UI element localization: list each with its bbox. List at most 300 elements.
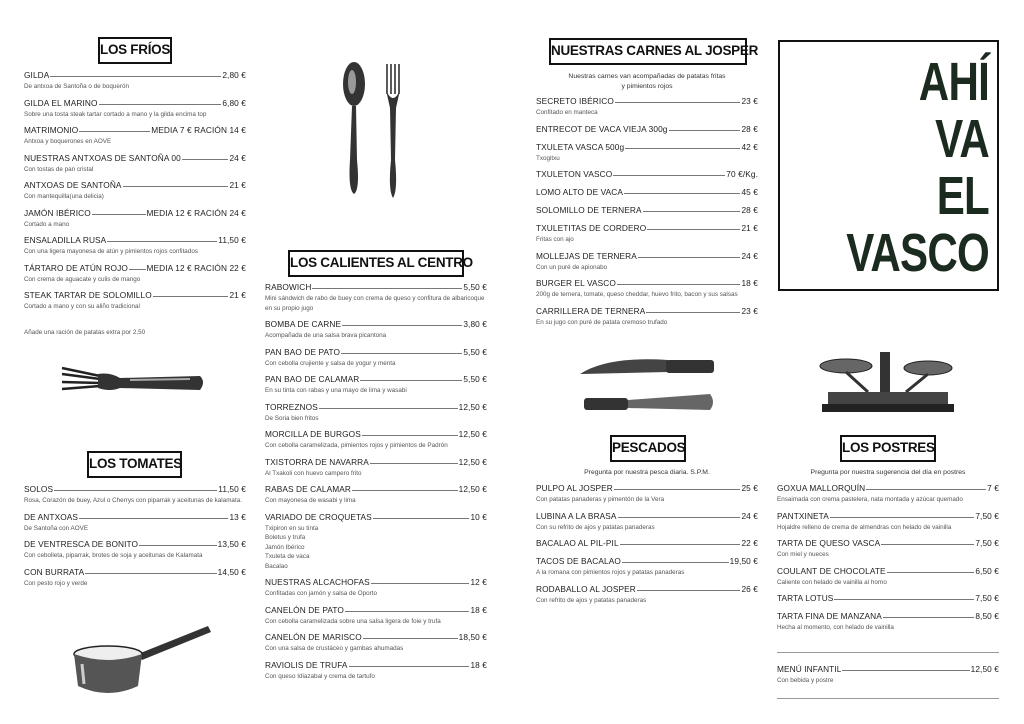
- menu-item-row: [265, 512, 487, 524]
- dotted-leader: [637, 590, 741, 591]
- dotted-leader: [139, 545, 217, 546]
- menu-item: [24, 70, 246, 98]
- dotted-leader: [370, 463, 458, 464]
- menu-item-price: 5,50 €: [463, 374, 487, 384]
- menu-item-name: LUBINA A LA BRASA: [536, 510, 617, 521]
- menu-item-description: Con queso Idiazabal y crema de tartufo: [265, 672, 375, 680]
- postres-list: [777, 483, 999, 639]
- menu-item-name: ENTRECOT DE VACA VIEJA 300g: [536, 123, 668, 134]
- menu-item-name: DE VENTRESCA DE BONITO: [24, 539, 139, 549]
- saucepan-illustration: [68, 620, 213, 698]
- menu-item-description: Con cebolla crujiente y salsa de yogur y menta: [265, 359, 396, 367]
- menu-item-name: TÁRTARO DE ATÚN ROJO: [24, 262, 128, 273]
- menu-item-row: [265, 660, 487, 672]
- menu-item-description: Fritas con ajo: [536, 236, 574, 243]
- menu-item: [24, 512, 246, 540]
- menu-item-price: MEDIA 12 € RACIÓN 24 €: [146, 207, 246, 218]
- menu-item: [536, 96, 758, 124]
- dotted-leader: [153, 296, 229, 297]
- dotted-leader: [341, 353, 462, 354]
- menu-item-row: [777, 593, 999, 605]
- menu-item-row: [265, 632, 487, 644]
- postres-subtitle: Pregunta por nuestra sugerencia del día en postres: [810, 469, 966, 476]
- menu-item-name: PAN BAO DE PATO: [265, 346, 341, 357]
- menu-item-price: 12,50 €: [970, 664, 999, 674]
- dotted-leader: [618, 517, 741, 518]
- menu-item-row: [536, 584, 758, 596]
- dotted-leader: [319, 408, 458, 409]
- menu-item-description: Txogitxu: [536, 154, 560, 162]
- dotted-leader: [312, 288, 462, 289]
- knives-illustration: [578, 352, 718, 414]
- menu-item-price: 42 €: [741, 141, 758, 152]
- menu-item: [24, 125, 246, 153]
- section-header-tomates: LOS TOMATES: [87, 451, 182, 478]
- menu-item-description: Hojaldre relleno de crema de almendras con helado de vainilla: [777, 523, 952, 531]
- menu-item-name: CANELÓN DE MARISCO: [265, 632, 362, 642]
- menu-item-row: [536, 187, 758, 199]
- menu-item-price: 8,50 €: [975, 611, 999, 621]
- menu-item-price: MEDIA 7 € RACIÓN 14 €: [151, 125, 246, 135]
- menu-item: [265, 347, 487, 375]
- menu-item-name: ANTXOAS DE SANTOÑA: [24, 180, 122, 190]
- menu-item-price: 28 €: [741, 123, 758, 134]
- dotted-leader: [620, 544, 741, 545]
- menu-item-price: 11,50 €: [218, 484, 246, 494]
- menu-item-row: [536, 278, 758, 290]
- pescados-list: [536, 483, 758, 611]
- menu-item-price: 7,50 €: [975, 538, 999, 548]
- menu-item-row: [265, 374, 487, 386]
- menu-item-name: DE ANTXOAS: [24, 511, 79, 522]
- section-header-postres: LOS POSTRES: [840, 435, 936, 462]
- menu-item-description: Con mantequilla(una delicia): [24, 193, 104, 200]
- menu-item-name: STEAK TARTAR DE SOLOMILLO: [24, 290, 152, 300]
- menu-item-description: Caliente con helado de vainilla al horno: [777, 578, 887, 586]
- menu-item: [265, 374, 487, 402]
- menu-item-description: Rosa, Corazón de buey, Azul o Cherrys con piparrak y aceitunas de kalamata.: [24, 497, 242, 504]
- menu-item-description: Con una salsa de crustáceo y gambas ahumadas: [265, 645, 404, 652]
- menu-item: [24, 235, 246, 263]
- dotted-leader: [669, 130, 741, 131]
- dotted-leader: [342, 325, 462, 326]
- menu-item-description: Confitadas con jamón y salsa de Oporto: [265, 590, 378, 597]
- menu-item: [265, 484, 487, 512]
- menu-item-name: TXULETITAS DE CORDERO: [536, 223, 647, 233]
- menu-item-price: 5,50 €: [463, 282, 487, 292]
- dotted-leader: [373, 518, 470, 519]
- section-header-frios: LOS FRÍOS: [98, 37, 172, 64]
- dotted-leader: [646, 312, 740, 313]
- menu-item-row: [265, 402, 487, 414]
- menu-item: [265, 660, 487, 688]
- dotted-leader: [887, 572, 975, 573]
- menu-item-price: 70 €/Kg.: [726, 169, 758, 179]
- dotted-leader: [613, 175, 725, 176]
- menu-item-name: GILDA: [24, 70, 50, 80]
- menu-item: [24, 290, 246, 318]
- menu-item-price: 12,50 €: [458, 456, 487, 467]
- menu-item-price: 24 €: [229, 152, 246, 163]
- dotted-leader: [92, 214, 146, 215]
- dotted-leader: [624, 193, 740, 194]
- menu-item-row: [536, 223, 758, 235]
- menu-item-description: Confitado en manteca: [536, 109, 598, 116]
- dotted-leader: [362, 435, 458, 436]
- menu-item: [265, 512, 487, 578]
- menu-item-name: COULANT DE CHOCOLATE: [777, 565, 886, 576]
- menu-item-description: Con su refrito de ajos y patatas panaderas: [536, 523, 655, 531]
- menu-item-price: 12,50 €: [458, 484, 487, 494]
- menu-item-description: 200g de ternera, tomate, queso cheddar, huevo frito, bacon y sus salsas: [536, 291, 738, 298]
- menu-item-price: 18 €: [470, 604, 487, 615]
- menu-item-name: MOLLEJAS DE TERNERA: [536, 250, 637, 261]
- menu-item-description: Con una ligera mayonesa de atún y pimientos rojos confitados: [24, 248, 198, 255]
- title-line: EL: [936, 166, 989, 226]
- menu-item-row: [265, 282, 487, 294]
- menu-item-name: SECRETO IBÉRICO: [536, 96, 614, 106]
- menu-item-description: Con pesto rojo y verde: [24, 579, 88, 587]
- dotted-leader: [123, 186, 229, 187]
- dotted-leader: [129, 269, 146, 270]
- menu-item-price: 6,50 €: [975, 565, 999, 576]
- menu-item-name: PAN BAO DE CALAMAR: [265, 374, 360, 384]
- dotted-leader: [614, 489, 741, 490]
- menu-item-row: [536, 205, 758, 217]
- dotted-leader: [360, 380, 462, 381]
- calientes-list: [265, 282, 487, 687]
- menu-item-name: MORCILLA DE BURGOS: [265, 429, 361, 439]
- menu-item-row: [777, 611, 999, 623]
- dotted-leader: [881, 544, 974, 545]
- menu-item: [265, 577, 487, 605]
- menu-item-name: JAMÓN IBÉRICO: [24, 207, 91, 218]
- menu-item-name: PULPO AL JOSPER: [536, 483, 613, 493]
- menu-item: [777, 511, 999, 539]
- menu-item: [24, 98, 246, 126]
- menu-item-row: [777, 538, 999, 550]
- menu-item-name: RODABALLO AL JOSPER: [536, 583, 636, 594]
- section-header-carnes: NUESTRAS CARNES AL JOSPER: [549, 38, 747, 65]
- menu-item-row: [24, 208, 246, 220]
- menu-item-name: TORREZNOS: [265, 401, 318, 412]
- menu-item-description: Txipiron en su tinta Boletus y trufa Jamón Ibérico Txuleta de vaca Bacalao: [265, 524, 319, 570]
- infantil-list: [777, 664, 999, 692]
- dotted-leader: [85, 573, 216, 574]
- menu-item: [265, 632, 487, 660]
- menu-item: [536, 124, 758, 142]
- dotted-leader: [352, 490, 458, 491]
- menu-item-price: 25 €: [741, 483, 758, 493]
- dotted-leader: [349, 666, 470, 667]
- menu-item-name: TACOS DE BACALAO: [536, 556, 621, 566]
- menu-item-name: VARIADO DE CROQUETAS: [265, 511, 372, 522]
- menu-item-description: Ensaimada con crema pastelera, nata montada y azúcar quemado: [777, 496, 963, 503]
- menu-item: [777, 664, 999, 692]
- menu-item-name: MENÚ INFANTIL: [777, 664, 842, 674]
- menu-item-price: 23 €: [741, 305, 758, 316]
- menu-item-description: Con refrito de ajos y patatas panaderas: [536, 596, 647, 604]
- menu-item-description: Con cebolla caramelizada sobre una salsa ligera de foie y trufa: [265, 617, 441, 625]
- frios-list: [24, 70, 246, 318]
- menu-item-description: Con cebolleta, piparrak, brotes de soja y aceitunas de Kalamata: [24, 552, 203, 559]
- title-line: VASCO: [846, 223, 989, 283]
- spoon-and-fork-illustration: [338, 60, 408, 202]
- menu-item-price: 19,50 €: [729, 556, 758, 566]
- menu-item: [536, 483, 758, 511]
- menu-item-name: BURGER EL VASCO: [536, 278, 616, 288]
- menu-item: [536, 584, 758, 612]
- menu-item-name: CON BURRATA: [24, 566, 85, 577]
- menu-item: [24, 263, 246, 291]
- menu-item-price: 11,50 €: [218, 235, 246, 245]
- menu-item-price: 10 €: [470, 511, 487, 522]
- restaurant-logo-title: [778, 40, 999, 291]
- menu-item-price: 24 €: [741, 510, 758, 521]
- menu-item-row: [536, 96, 758, 108]
- menu-item-name: SOLOS: [24, 484, 54, 494]
- menu-item: [265, 402, 487, 430]
- menu-item-price: 2,80 €: [222, 70, 246, 80]
- menu-item-price: 13,50 €: [217, 539, 246, 549]
- dotted-leader: [866, 489, 986, 490]
- divider: [777, 652, 999, 653]
- menu-item: [536, 278, 758, 306]
- dotted-leader: [842, 670, 969, 671]
- menu-item: [536, 205, 758, 223]
- menu-item-row: [265, 457, 487, 469]
- menu-item: [536, 538, 758, 556]
- menu-item-name: TXULETA VASCA 500g: [536, 141, 625, 152]
- menu-item-description: Hecha al momento, con helado de vainilla: [777, 624, 894, 631]
- menu-item-price: 21 €: [229, 290, 246, 300]
- extra-fries-note: Añade una ración de patatas extra por 2,50: [24, 329, 146, 336]
- menu-item-description: Con cebolla caramelizada, pimientos rojos y pimientos de Padrón: [265, 442, 448, 449]
- menu-item-name: ENSALADILLA RUSA: [24, 235, 107, 245]
- menu-item-price: 18,50 €: [458, 632, 487, 642]
- menu-item-row: [777, 483, 999, 495]
- menu-item: [536, 306, 758, 334]
- menu-item-row: [536, 306, 758, 318]
- menu-item-row: [24, 567, 246, 579]
- menu-item-description: De Santoña con AOVE: [24, 524, 89, 532]
- dotted-leader: [617, 284, 741, 285]
- menu-item: [536, 187, 758, 205]
- menu-item-description: Con bebida y postre: [777, 677, 834, 684]
- menu-item-name: RABOWICH: [265, 282, 312, 292]
- dotted-leader: [363, 638, 458, 639]
- dotted-leader: [99, 104, 222, 105]
- menu-item-price: 12 €: [470, 577, 487, 587]
- balance-scale-illustration: [818, 348, 958, 418]
- menu-item-name: LOMO ALTO DE VACA: [536, 187, 623, 197]
- dotted-leader: [883, 617, 974, 618]
- menu-item-row: [265, 484, 487, 496]
- carnes-subtitle: Nuestras carnes van acompañadas de patatas fritas y pimientos rojos: [568, 73, 726, 90]
- menu-item-price: 5,50 €: [463, 346, 487, 357]
- menu-item-description: Antxoa y boquerones en AOVE: [24, 138, 112, 145]
- menu-item-name: BOMBA DE CARNE: [265, 319, 342, 329]
- menu-item-row: [24, 290, 246, 302]
- menu-item: [536, 251, 758, 279]
- menu-item-price: 12,50 €: [458, 401, 487, 412]
- menu-item-description: Con un puré de apionabo: [536, 263, 608, 271]
- menu-item-price: 45 €: [741, 187, 758, 197]
- dotted-leader: [622, 562, 729, 563]
- menu-item-description: De antxoa de Santoña o de boquerón: [24, 83, 130, 90]
- menu-item: [777, 538, 999, 566]
- serving-fork-illustration: [60, 362, 208, 400]
- menu-item-price: 7 €: [987, 483, 999, 493]
- menu-item-description: Con miel y nueces: [777, 551, 829, 558]
- menu-item-description: Cortado a mano y con su aliño tradicional: [24, 303, 140, 310]
- dotted-leader: [182, 159, 229, 160]
- menu-item-row: [536, 169, 758, 181]
- menu-item-row: [536, 124, 758, 136]
- menu-item: [24, 153, 246, 181]
- section-header-calientes: LOS CALIENTES AL CENTRO: [288, 250, 464, 277]
- menu-item-name: GOXUA MALLORQUÍN: [777, 483, 866, 493]
- menu-item-row: [265, 577, 487, 589]
- menu-item-name: TXISTORRA DE NAVARRA: [265, 456, 369, 467]
- menu-item-name: CARRILLERA DE TERNERA: [536, 305, 646, 316]
- menu-item: [265, 282, 487, 319]
- menu-item-description: Al Txakoli con huevo campero frito: [265, 469, 362, 477]
- menu-item-name: BACALAO AL PIL-PIL: [536, 538, 619, 548]
- menu-item: [24, 567, 246, 595]
- menu-item: [265, 429, 487, 457]
- title-line: VA: [935, 109, 989, 169]
- menu-item-description: En su jugo con puré de patata cremoso trufado: [536, 318, 668, 326]
- dotted-leader: [50, 76, 221, 77]
- menu-item: [265, 605, 487, 633]
- menu-item: [24, 180, 246, 208]
- menu-item-row: [536, 251, 758, 263]
- dotted-leader: [830, 517, 974, 518]
- menu-item: [777, 611, 999, 639]
- menu-item-row: [24, 70, 246, 82]
- menu-item-description: Con patatas panaderas y pimentón de la Vera: [536, 496, 665, 503]
- dotted-leader: [615, 102, 741, 103]
- menu-item-row: [24, 235, 246, 247]
- carnes-list: [536, 96, 758, 333]
- menu-item-name: TXULETON VASCO: [536, 169, 613, 179]
- menu-item-price: 12,50 €: [458, 429, 487, 439]
- menu-item-name: TARTA DE QUESO VASCA: [777, 538, 881, 548]
- menu-item-price: 21 €: [741, 223, 758, 233]
- menu-item-name: RABAS DE CALAMAR: [265, 484, 351, 494]
- title-line: AHÍ: [918, 52, 989, 112]
- dotted-leader: [638, 257, 741, 258]
- dotted-leader: [647, 229, 740, 230]
- section-header-pescados: PESCADOS: [610, 435, 686, 462]
- menu-item-price: 22 €: [741, 538, 758, 548]
- menu-item-description: De Soria bien fritos: [265, 414, 319, 422]
- menu-item-name: TARTA FINA DE MANZANA: [777, 611, 882, 621]
- dotted-leader: [79, 518, 228, 519]
- menu-item-price: 24 €: [741, 250, 758, 261]
- menu-item-price: 21 €: [229, 180, 246, 190]
- menu-item-price: 7,50 €: [975, 510, 999, 521]
- menu-item-price: MEDIA 12 € RACIÓN 22 €: [146, 262, 246, 273]
- menu-item: [536, 223, 758, 251]
- menu-item-row: [265, 347, 487, 359]
- menu-item-name: TARTA LOTUS: [777, 593, 834, 603]
- menu-item-price: 23 €: [741, 96, 758, 106]
- menu-item-description: Acompañada de una salsa brava picantona: [265, 332, 387, 339]
- menu-item-description: Mini sándwich de rabo de buey con crema de queso y confitura de albaricoque en su propio jugo: [265, 295, 485, 312]
- menu-item: [24, 539, 246, 567]
- menu-item-row: [265, 429, 487, 441]
- menu-item-description: En su tinta con rabas y una mayo de lima y wasabi: [265, 387, 407, 394]
- menu-item-row: [24, 180, 246, 192]
- menu-item: [24, 484, 246, 512]
- menu-item-row: [24, 539, 246, 551]
- menu-item: [777, 483, 999, 511]
- menu-item-row: [24, 484, 246, 496]
- menu-item-row: [536, 538, 758, 550]
- menu-item-description: A la romana con pimientos rojos y patatas panaderas: [536, 569, 685, 576]
- menu-item-price: 7,50 €: [975, 593, 999, 603]
- menu-item-description: Con mayonesa de wasabi y lima: [265, 497, 356, 504]
- menu-item: [777, 593, 999, 611]
- menu-item: [24, 208, 246, 236]
- dotted-leader: [345, 611, 469, 612]
- menu-item-name: SOLOMILLO DE TERNERA: [536, 205, 642, 215]
- menu-item-name: GILDA EL MARINO: [24, 97, 98, 108]
- dotted-leader: [834, 599, 974, 600]
- menu-item-price: 26 €: [741, 583, 758, 594]
- menu-item-price: 28 €: [741, 205, 758, 215]
- menu-item-price: 3,80 €: [463, 319, 487, 329]
- tomates-list: [24, 484, 246, 594]
- menu-item: [536, 169, 758, 187]
- menu-item-price: 14,50 €: [217, 566, 246, 577]
- menu-item: [777, 566, 999, 594]
- menu-item-price: 13 €: [229, 511, 246, 522]
- menu-item-description: Cortado a mano: [24, 220, 70, 228]
- menu-item: [536, 511, 758, 539]
- menu-item-row: [536, 483, 758, 495]
- menu-item-row: [536, 511, 758, 523]
- menu-item-row: [265, 605, 487, 617]
- menu-item-name: NUESTRAS ALCACHOFAS: [265, 577, 370, 587]
- menu-item-row: [265, 319, 487, 331]
- dotted-leader: [107, 241, 217, 242]
- menu-item-price: 18 €: [470, 659, 487, 670]
- menu-item-name: NUESTRAS ANTXOAS DE SANTOÑA 00: [24, 152, 181, 163]
- menu-item-name: PANTXINETA: [777, 510, 829, 521]
- menu-item: [265, 457, 487, 485]
- menu-item: [265, 319, 487, 347]
- menu-item-row: [536, 556, 758, 568]
- dotted-leader: [54, 490, 217, 491]
- menu-item-row: [777, 566, 999, 578]
- dotted-leader: [79, 131, 150, 132]
- menu-item-description: Con crema de aguacate y culis de mango: [24, 275, 141, 283]
- menu-item-name: MATRIMONIO: [24, 125, 79, 135]
- menu-item-row: [777, 664, 999, 676]
- pescados-subtitle: Pregunta por nuestra pesca diaria. S.P.M.: [584, 469, 710, 476]
- dotted-leader: [625, 148, 740, 149]
- menu-item-row: [536, 142, 758, 154]
- menu-item-description: Sobre una tosta steak tartar cortado a mano y la gilda encima top: [24, 110, 207, 118]
- dotted-leader: [371, 583, 470, 584]
- menu-item-price: 18 €: [741, 278, 758, 288]
- menu-item-row: [24, 512, 246, 524]
- menu-item-row: [777, 511, 999, 523]
- menu-item-name: RAVIOLIS DE TRUFA: [265, 659, 348, 670]
